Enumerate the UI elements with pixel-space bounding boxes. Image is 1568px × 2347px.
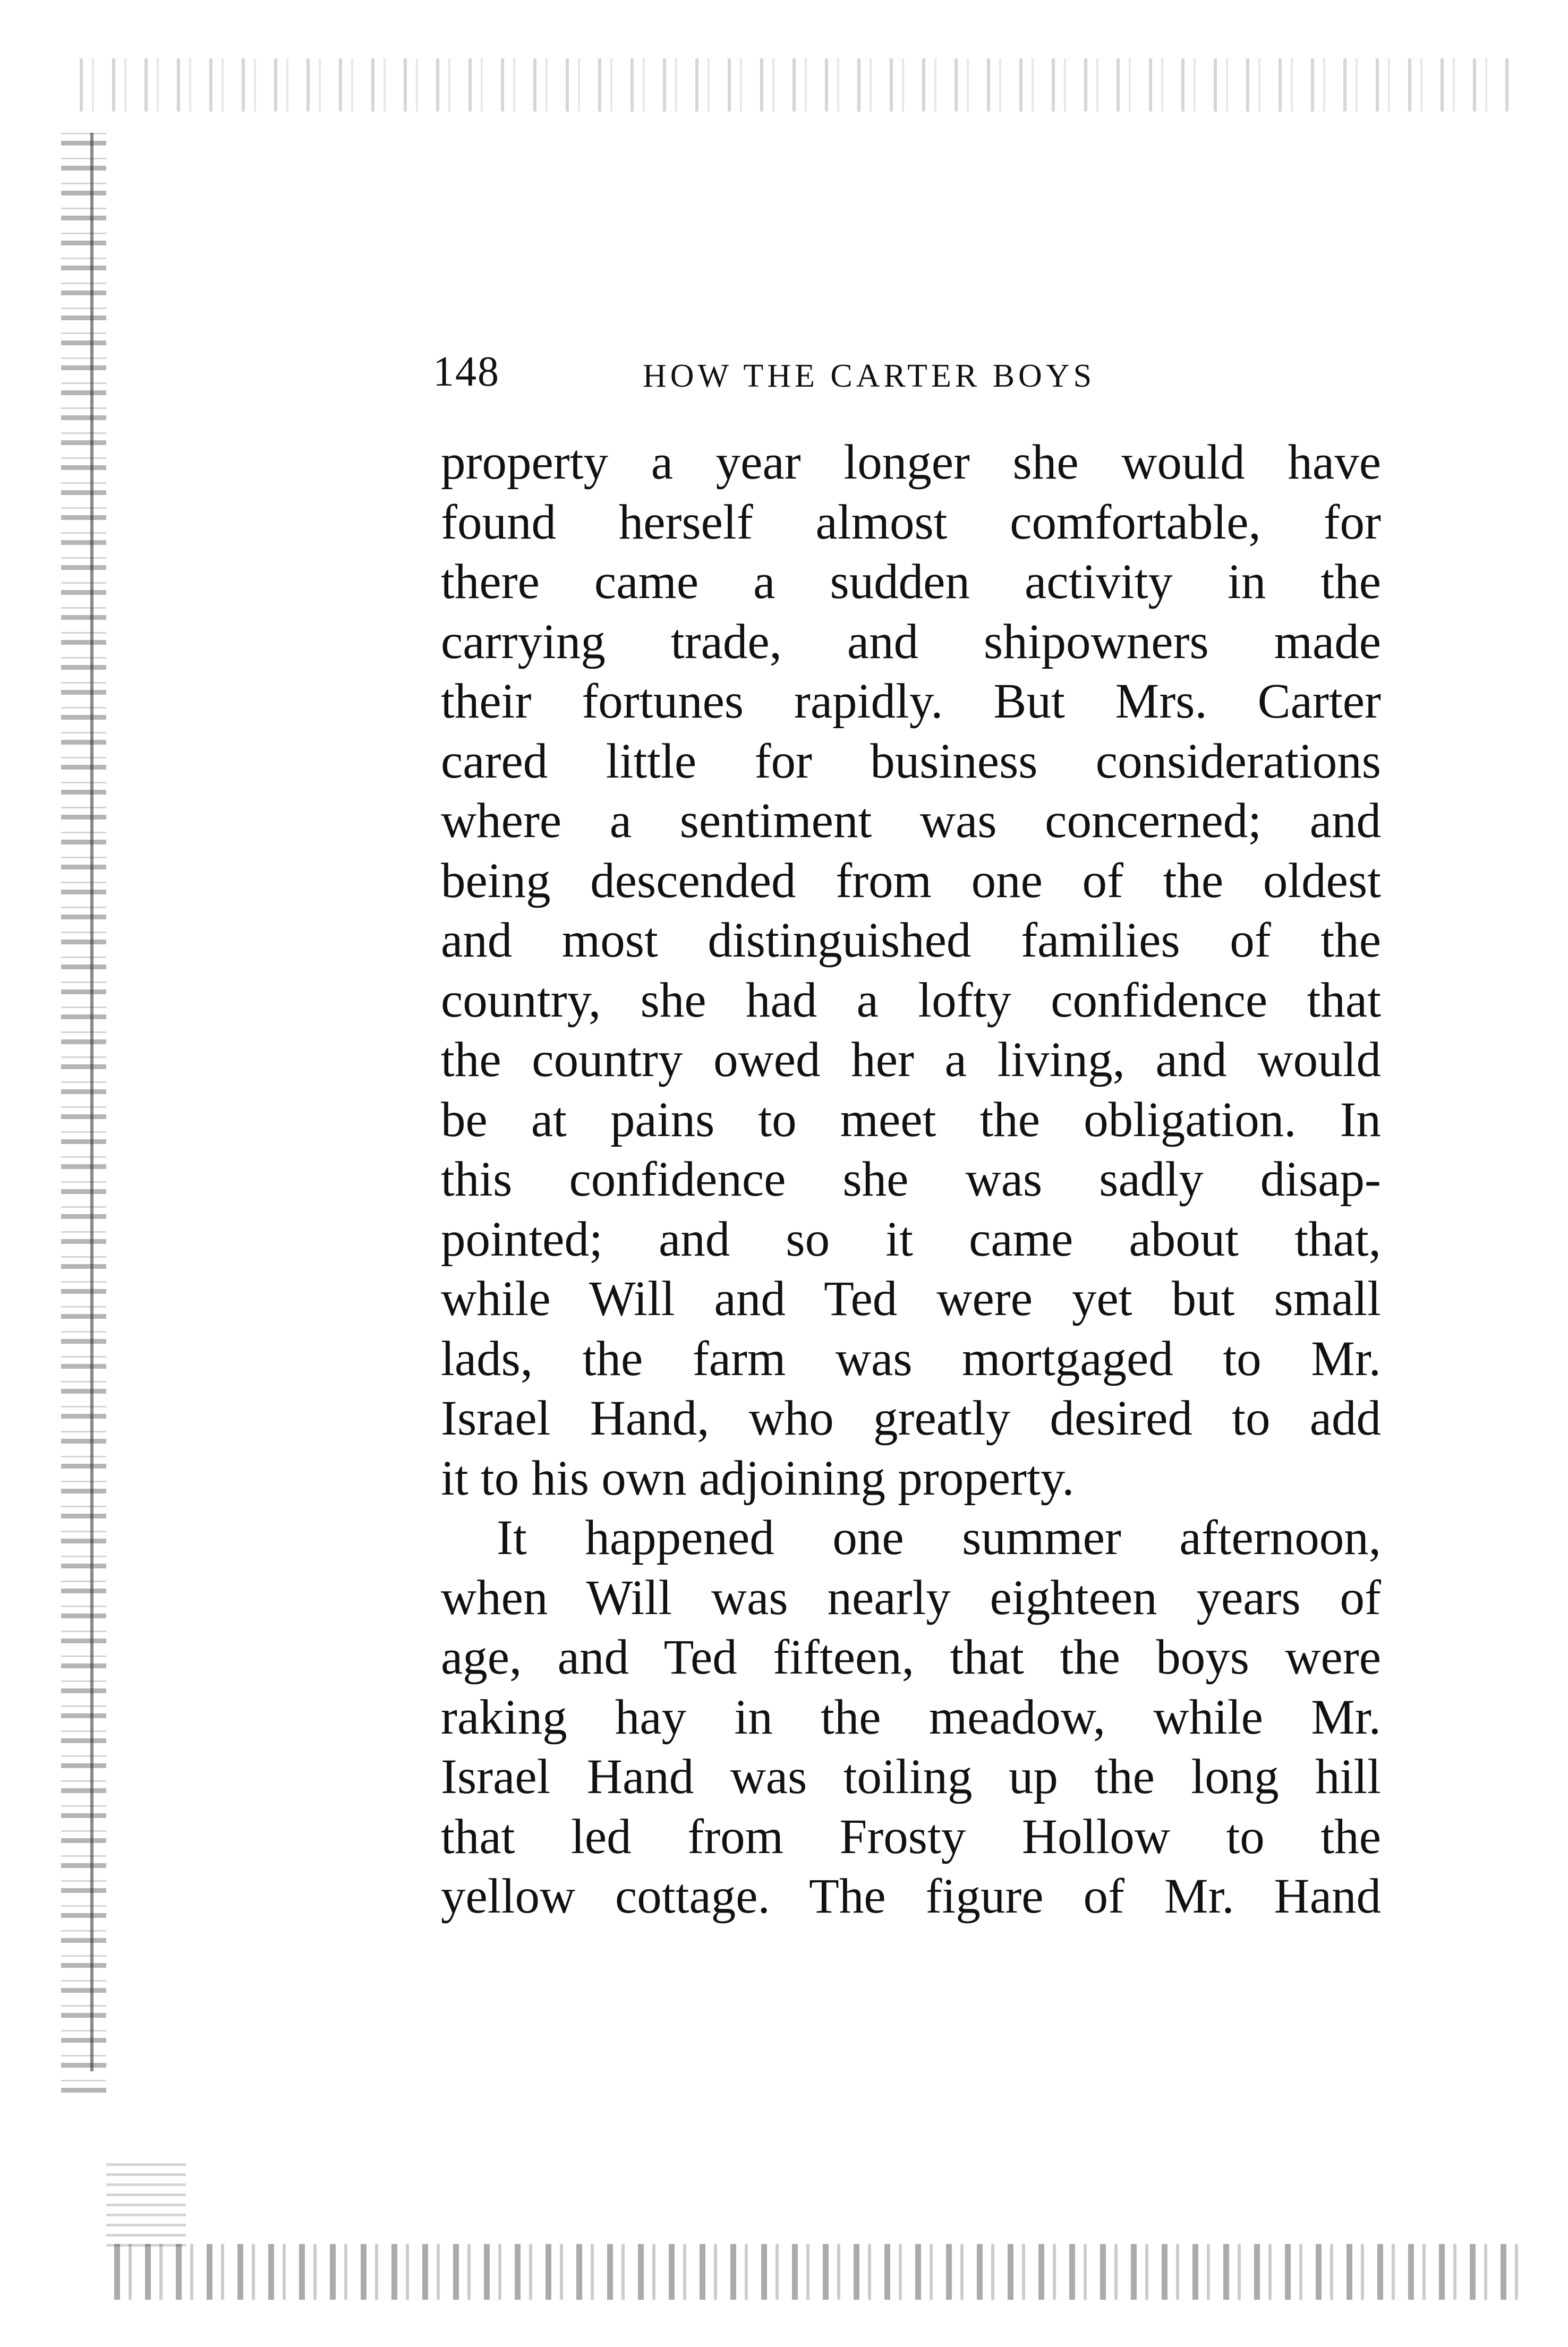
text-line: their fortunes rapidly. But Mrs. Carter bbox=[441, 674, 1381, 729]
paragraph bbox=[441, 1508, 1381, 1927]
text-line: found herself almost comfortable, for bbox=[441, 494, 1381, 550]
scan-noise-top bbox=[80, 58, 1514, 112]
text-line: when Will was nearly eighteen years of bbox=[441, 1570, 1381, 1625]
scan-noise-corner bbox=[106, 2156, 186, 2247]
text-line: pointed; and so it came about that, bbox=[441, 1211, 1381, 1267]
page-header bbox=[433, 340, 1373, 404]
text-line: carrying trade, and shipowners made bbox=[441, 614, 1381, 669]
text-line: be at pains to meet the obligation. In bbox=[441, 1092, 1381, 1147]
text-line: that led from Frosty Hollow to the bbox=[441, 1809, 1381, 1864]
text-line: country, she had a lofty confidence that bbox=[441, 972, 1381, 1028]
running-head: HOW THE CARTER BOYS bbox=[643, 358, 1096, 394]
paragraph bbox=[441, 433, 1381, 1508]
body-text bbox=[441, 433, 1381, 1927]
text-line: It happened one summer afternoon, bbox=[497, 1510, 1381, 1565]
text-line: Israel Hand, who greatly desired to add bbox=[441, 1391, 1381, 1446]
text-line: age, and Ted fifteen, that the boys were bbox=[441, 1630, 1381, 1685]
text-line: Israel Hand was toiling up the long hill bbox=[441, 1749, 1381, 1804]
text-line: the country owed her a living, and would bbox=[441, 1032, 1381, 1087]
text-line: yellow cottage. The figure of Mr. Hand bbox=[441, 1869, 1381, 1924]
scan-noise-bottom bbox=[114, 2244, 1522, 2300]
text-line: this confidence she was sadly disap- bbox=[441, 1152, 1381, 1207]
text-line: and most distinguished families of the bbox=[441, 913, 1381, 968]
text-line: property a year longer she would have bbox=[441, 435, 1381, 490]
text-line: being descended from one of the oldest bbox=[441, 853, 1381, 908]
page-gutter-edge bbox=[90, 133, 93, 2071]
page-number: 148 bbox=[433, 348, 500, 395]
text-line: it to his own adjoining property. bbox=[441, 1450, 1075, 1506]
text-line: where a sentiment was concerned; and bbox=[441, 793, 1381, 848]
text-line: cared little for business considerations bbox=[441, 733, 1381, 789]
text-line: there came a sudden activity in the bbox=[441, 554, 1381, 609]
text-line: while Will and Ted were yet but small bbox=[441, 1271, 1381, 1326]
scan-noise-left bbox=[61, 127, 106, 2093]
text-line: lads, the farm was mortgaged to Mr. bbox=[441, 1331, 1381, 1386]
text-line: raking hay in the meadow, while Mr. bbox=[441, 1689, 1381, 1745]
